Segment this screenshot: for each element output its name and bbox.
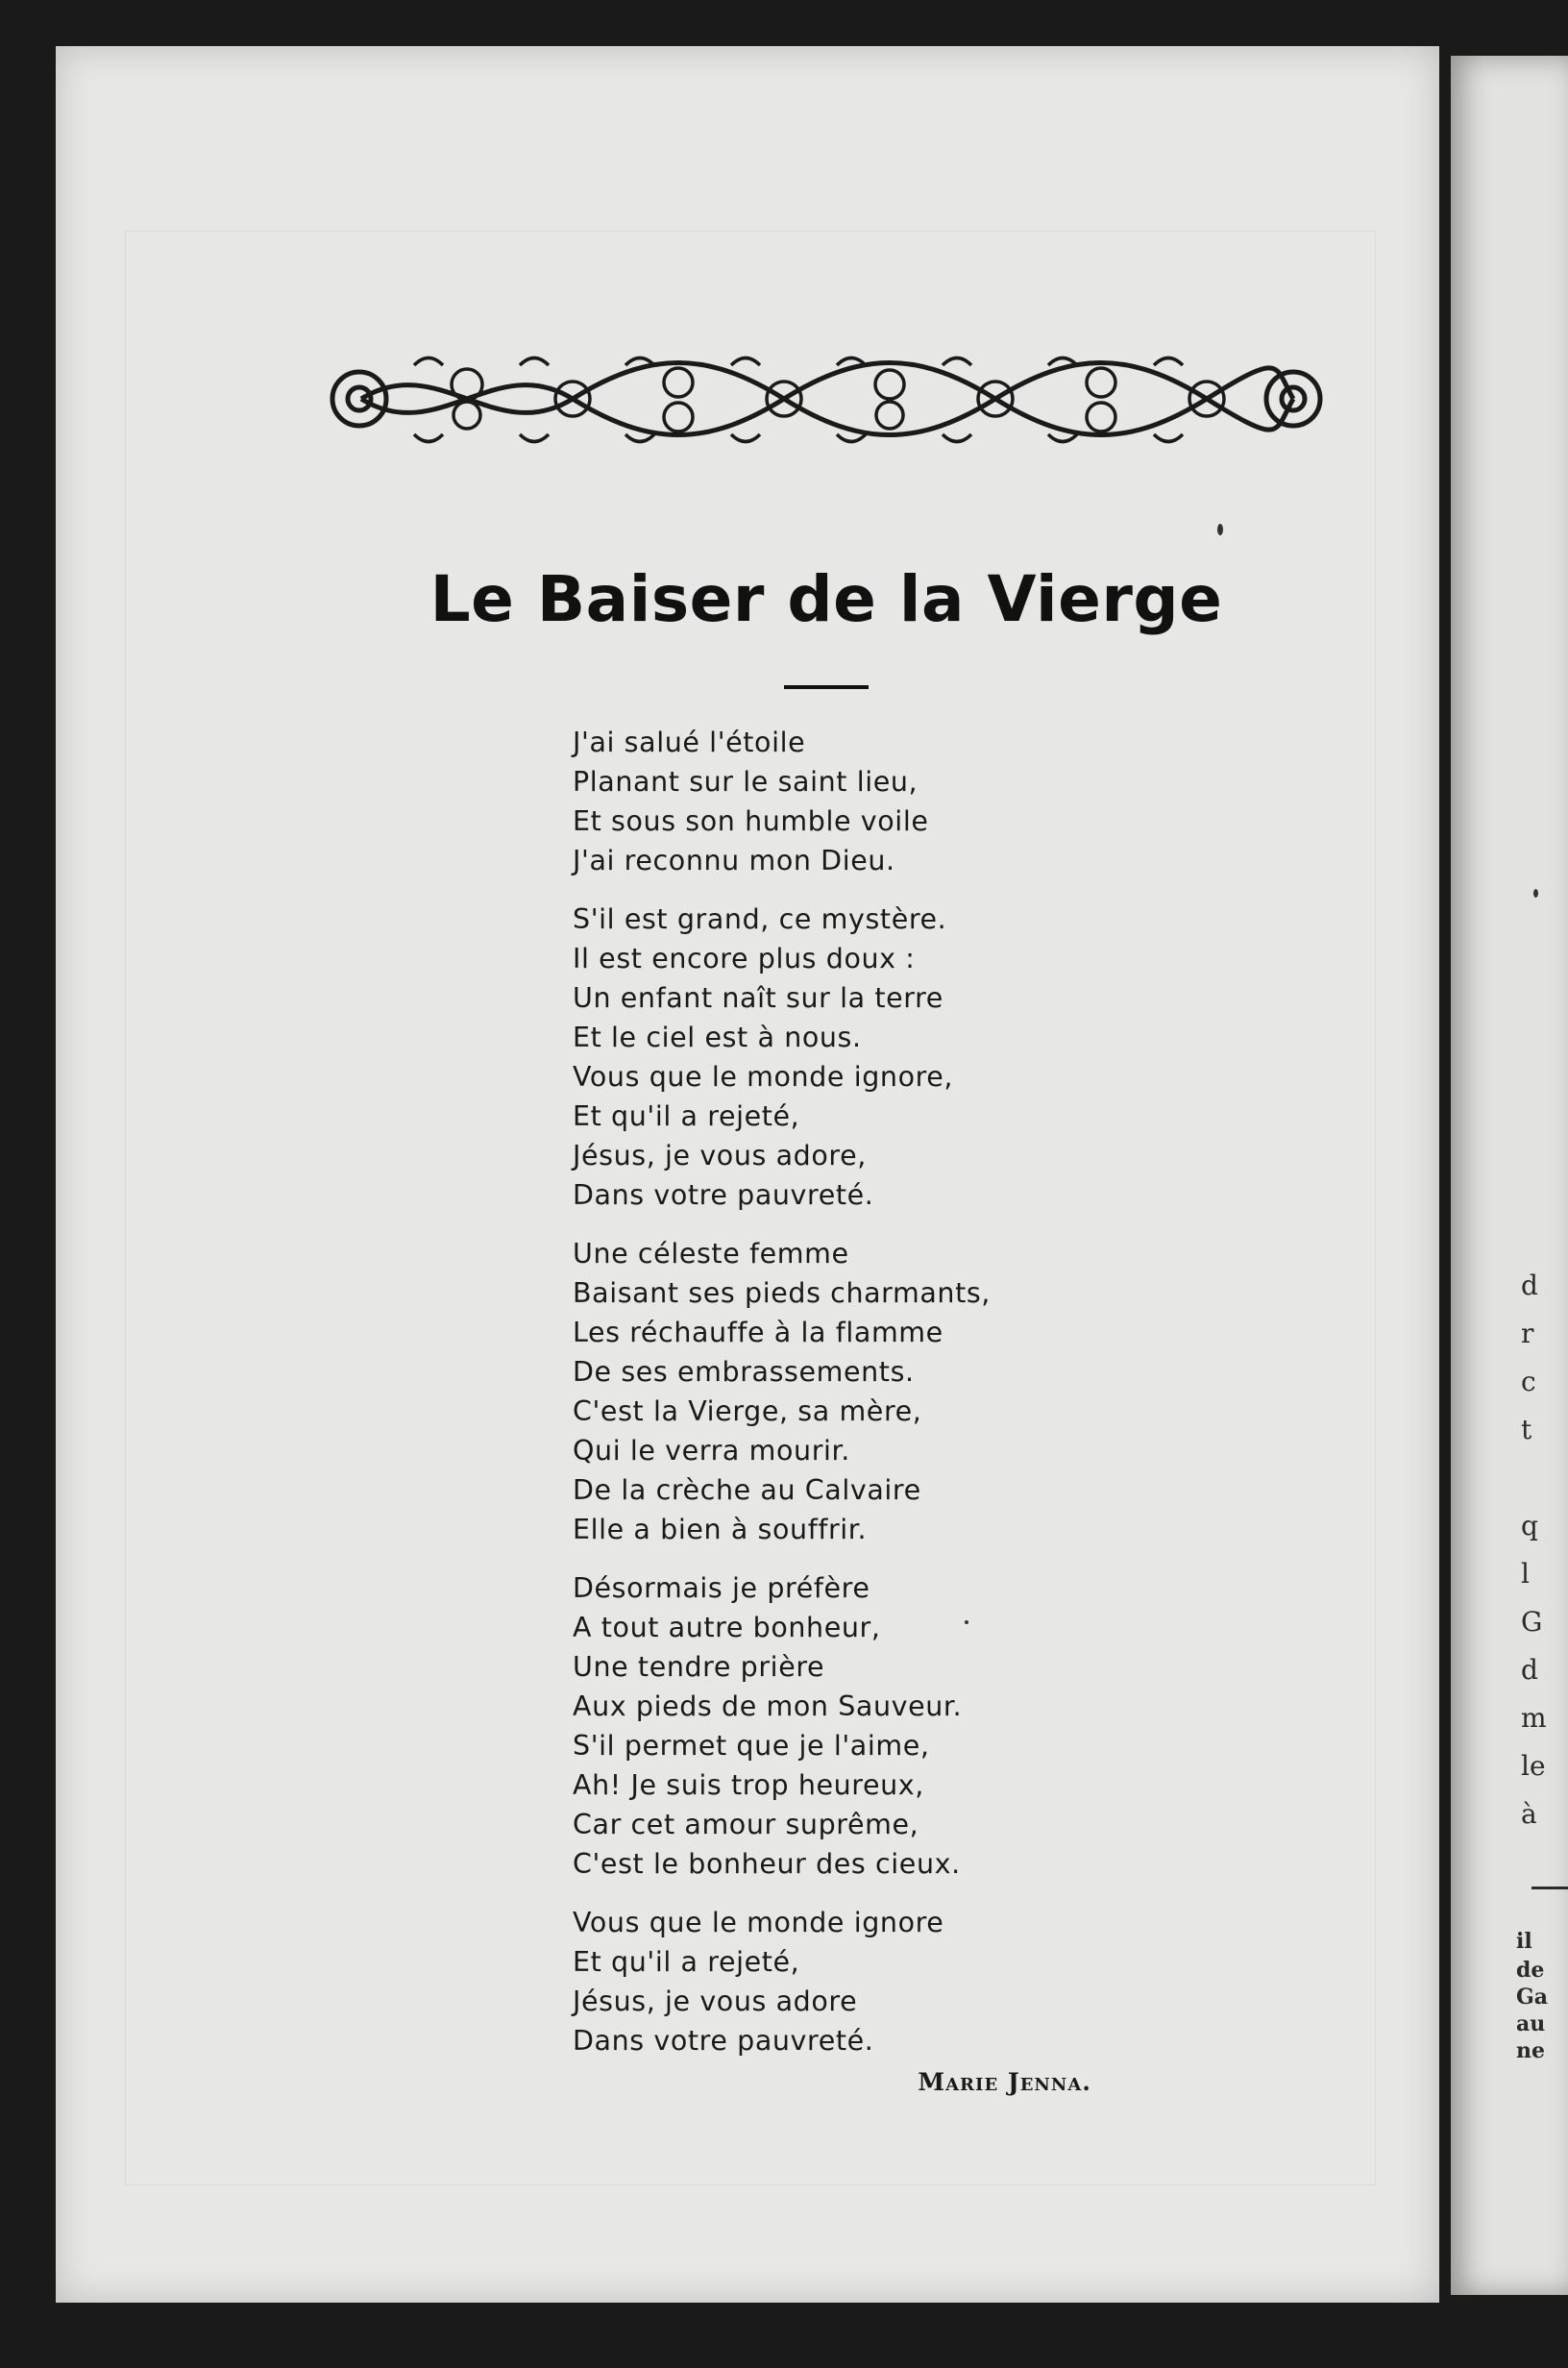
right-page-footnote-fragment: il	[1516, 1929, 1532, 1954]
poem-body	[573, 723, 1168, 2080]
right-page-edge	[1451, 56, 1568, 2295]
poem-line: Baisant ses pieds charmants,	[573, 1277, 991, 1309]
right-page-footnote-fragment: de	[1516, 1958, 1545, 1983]
poem-line: J'ai salué l'étoile	[573, 727, 806, 758]
stanza	[573, 900, 1168, 1215]
print-speck	[1533, 889, 1538, 898]
poem-line: A tout autre bonheur,	[573, 1612, 881, 1643]
poem-line: Jésus, je vous adore,	[573, 1140, 867, 1172]
stanza	[573, 1234, 1168, 1549]
right-page-footnote-fragment: ne	[1516, 2038, 1545, 2063]
poem-line: Et qu'il a rejeté,	[573, 1946, 800, 1978]
poem-line: C'est le bonheur des cieux.	[573, 1848, 961, 1880]
poem-line: Une tendre prière	[573, 1651, 825, 1683]
right-page-fragment: q	[1521, 1510, 1538, 1542]
print-speck	[1217, 524, 1223, 535]
stanza	[573, 1903, 1168, 2060]
poem-line: Vous que le monde ignore	[573, 1907, 944, 1938]
poem-author: Marie Jenna.	[918, 2068, 1091, 2096]
decorative-header-ornament	[323, 346, 1330, 452]
poem-line: Elle a bien à souffrir.	[573, 1514, 868, 1545]
right-page-fragment: le	[1521, 1750, 1546, 1782]
poem-line: Ah! Je suis trop heureux,	[573, 1769, 924, 1801]
right-page-fragment: l	[1521, 1558, 1530, 1590]
poem-line: S'il est grand, ce mystère.	[573, 903, 947, 935]
poem-line: Vous que le monde ignore,	[573, 1061, 954, 1093]
poem-line: Et le ciel est à nous.	[573, 1022, 862, 1053]
poem-line: Aux pieds de mon Sauveur.	[573, 1690, 963, 1722]
right-page-fragment: t	[1521, 1414, 1532, 1445]
poem-line: Car cet amour suprême,	[573, 1809, 919, 1840]
poem-line: Un enfant naît sur la terre	[573, 982, 943, 1014]
right-page-fragment: d	[1521, 1270, 1538, 1301]
right-page-fragment: G	[1521, 1606, 1543, 1638]
stanza	[573, 723, 1168, 880]
right-page-fragment: à	[1521, 1798, 1537, 1830]
poem-line: Et sous son humble voile	[573, 805, 929, 837]
poem-line: Jésus, je vous adore	[573, 1986, 858, 2017]
right-page-footnote-fragment: au	[1516, 2011, 1546, 2036]
poem-line: Les réchauffe à la flamme	[573, 1317, 943, 1348]
poem-line: De la crèche au Calvaire	[573, 1474, 921, 1506]
right-page-fragment: d	[1521, 1654, 1538, 1686]
poem-line: Dans votre pauvreté.	[573, 2025, 874, 2057]
poem-line: Et qu'il a rejeté,	[573, 1100, 800, 1132]
poem-line: S'il permet que je l'aime,	[573, 1730, 930, 1762]
right-page-fragment: m	[1521, 1702, 1547, 1734]
right-page-fragment: c	[1521, 1366, 1536, 1397]
poem-title: Le Baiser de la Vierge	[429, 562, 1223, 636]
poem-line: Planant sur le saint lieu,	[573, 766, 919, 798]
poem-line: C'est la Vierge, sa mère,	[573, 1395, 922, 1427]
title-divider	[784, 685, 869, 689]
poem-line: Il est encore plus doux :	[573, 943, 916, 974]
poem-line: J'ai reconnu mon Dieu.	[573, 845, 895, 876]
stanza	[573, 1568, 1168, 1884]
print-speck	[965, 1620, 968, 1624]
poem-line: Désormais je préfère	[573, 1572, 870, 1604]
poem-line: Dans votre pauvreté.	[573, 1179, 874, 1211]
poem-line: Une céleste femme	[573, 1238, 849, 1270]
poem-line: De ses embrassements.	[573, 1356, 915, 1388]
right-page-fragment: r	[1521, 1318, 1534, 1349]
right-page-rule	[1531, 1887, 1568, 1889]
poem-line: Qui le verra mourir.	[573, 1435, 850, 1467]
right-page-footnote-fragment: Ga	[1516, 1985, 1549, 2010]
